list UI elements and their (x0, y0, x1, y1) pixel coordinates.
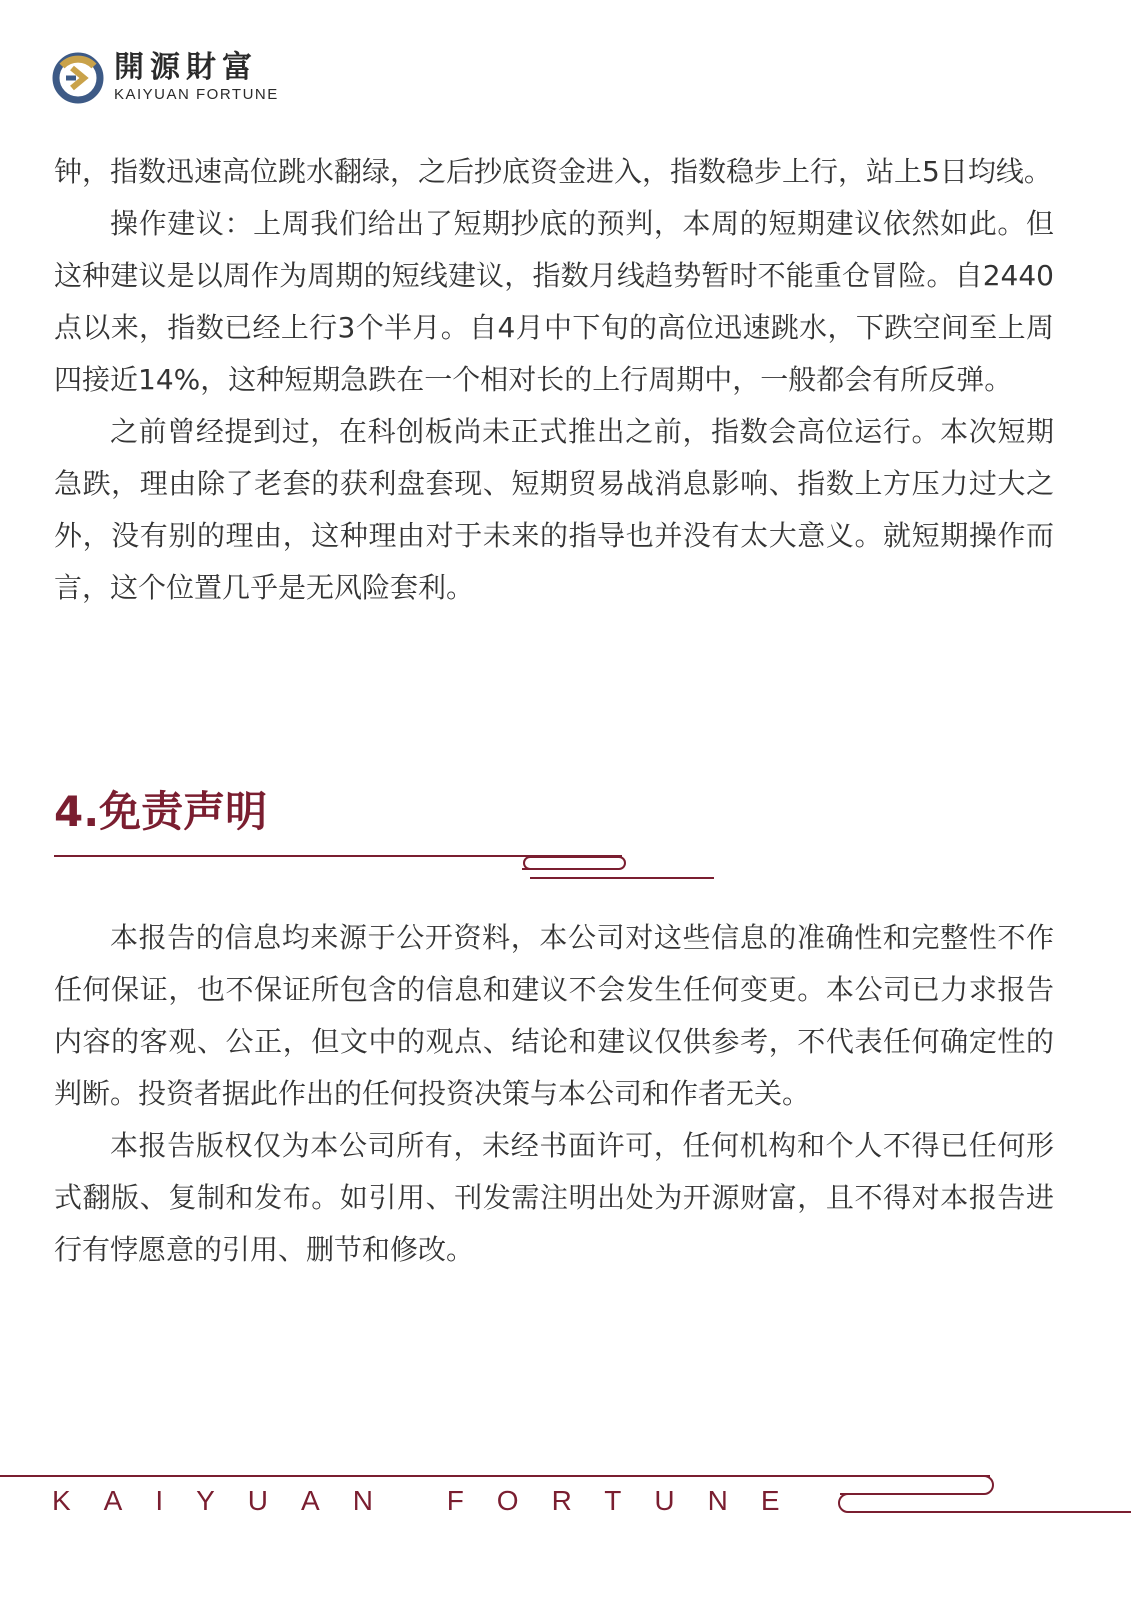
section-divider (54, 846, 724, 886)
paragraph: 之前曾经提到过，在科创板尚未正式推出之前，指数会高位运行。本次短期急跌，理由除了老套的获利盘套现、短期贸易战消息影响、指数上方压力过大之外，没有别的理由，这种理由对于未来的指导也并没有太大意义。就短期操作而言，这个位置几乎是无风险套利。 (54, 415, 1054, 604)
paragraph: 本报告的信息均来源于公开资料，本公司对这些信息的准确性和完整性不作任何保证，也不保证所包含的信息和建议不会发生任何变更。本公司已力求报告内容的客观、公正，但文中的观点、结论和建议仅供参考，不代表任何确定性的判断。投资者据此作出的任何投资决策与本公司和作者无关。 (54, 921, 1054, 1110)
logo-chinese-name: 開源財富 (114, 50, 258, 85)
company-logo (52, 52, 279, 104)
section-title: 4.免责声明 (54, 787, 268, 836)
footer-brand: KAIYUAN FORTUNE (52, 1485, 813, 1516)
logo-mark-icon (52, 52, 104, 104)
paragraph: 本报告版权仅为本公司所有，未经书面许可，任何机构和个人不得已任何形式翻版、复制和发布。如引用、刊发需注明出处为开源财富，且不得对本报告进行有悖愿意的引用、删节和修改。 (54, 1129, 1054, 1266)
disclaimer-text (54, 912, 1054, 1276)
paragraph: 操作建议：上周我们给出了短期抄底的预判，本周的短期建议依然如此。但这种建议是以周作为周期的短线建议，指数月线趋势暂时不能重仓冒险。自2440点以来，指数已经上行3个半月。自4月中下旬的高位迅速跳水，下跌空间至上周四接近14%，这种短期急跌在一个相对长的上行周期中，一般都会有所反弹。 (54, 207, 1054, 396)
logo-english-name: KAIYUAN FORTUNE (114, 86, 279, 103)
paragraph: 钟，指数迅速高位跳水翻绿，之后抄底资金进入，指数稳步上行，站上5日均线。 (54, 155, 1052, 188)
body-text (54, 146, 1054, 614)
